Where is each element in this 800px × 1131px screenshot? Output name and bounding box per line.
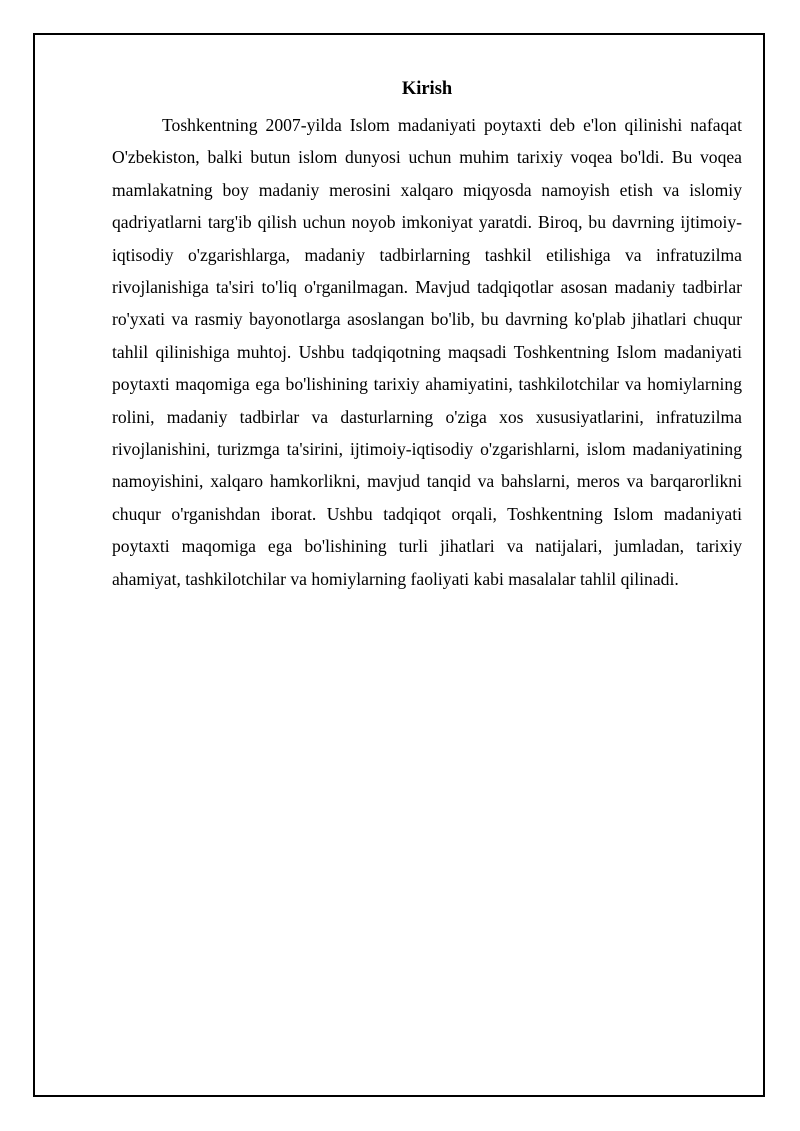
document-body bbox=[112, 76, 742, 595]
section-title: Kirish bbox=[401, 79, 453, 99]
intro-paragraph: Toshkentning 2007-yilda Islom madaniyati poytaxti deb e'lon qilinishi nafaqat O'zbekiston, balki butun islom dunyosi uchun muhim tarixiy voqea bo'ldi. Bu voqea mamlakatning boy madaniy merosini xalqaro miqyosda namoyish etish va islomiy qadriyatlarni targ'ib qilish uchun noyob imkoniyat yaratdi. Biroq, bu davrning ijtimoiy-iqtisodiy o'zgarishlarga, madaniy tadbirlarning tashkil etilishiga va infratuzilma rivojlanishiga ta'siri to'liq o'rganilmagan. Mavjud tadqiqotlar asosan madaniy tadbirlar ro'yxati va rasmiy bayonotlarga asoslangan bo'lib, bu davrning ko'plab jihatlari chuqur tahlil qilinishiga muhtoj. Ushbu tadqiqotning maqsadi Toshkentning Islom madaniyati poytaxti maqomiga ega bo'lishining tarixiy ahamiyatini, tashkilotchilar va homiylarning rolini, madaniy tadbirlar va dasturlarning o'ziga xos xususiyatlarini, infratuzilma rivojlanishini, turizmga ta'sirini, ijtimoiy-iqtisodiy o'zgarishlarni, islom madaniyatining namoyishini, xalqaro hamkorlikni, mavjud tanqid va bahslarni, meros va barqarorlikni chuqur o'rganishdan iborat. Ushbu tadqiqot orqali, Toshkentning Islom madaniyati poytaxti maqomiga ega bo'lishining turli jihatlari va natijalari, jumladan, tarixiy ahamiyat, tashkilotchilar va homiylarning faoliyati kabi masalalar tahlil qilinadi. bbox=[112, 115, 742, 589]
